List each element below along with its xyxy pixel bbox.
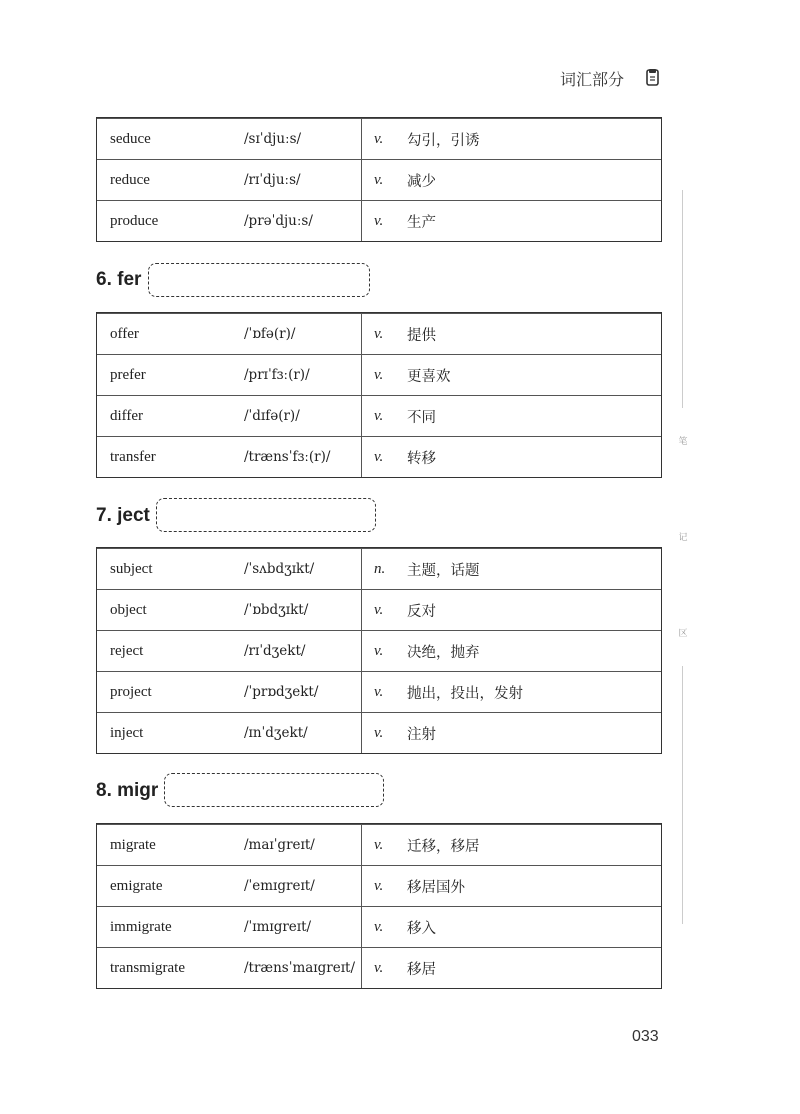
word: inject bbox=[110, 724, 144, 741]
table-row bbox=[97, 630, 661, 671]
part-of-speech: v. bbox=[374, 407, 384, 424]
notes-blank-box[interactable] bbox=[156, 498, 376, 532]
notes-label-char: 区 bbox=[678, 629, 688, 639]
page-number: 033 bbox=[632, 1028, 659, 1045]
word: project bbox=[110, 683, 152, 700]
part-of-speech: v. bbox=[374, 601, 384, 618]
part-of-speech: v. bbox=[374, 959, 384, 976]
word: immigrate bbox=[110, 918, 172, 935]
part-of-speech: v. bbox=[374, 130, 384, 147]
part-of-speech: v. bbox=[374, 918, 384, 935]
table-row bbox=[97, 313, 661, 354]
part-of-speech: v. bbox=[374, 448, 384, 465]
table-row bbox=[97, 947, 661, 988]
vocab-table-migr bbox=[96, 823, 662, 989]
table-row bbox=[97, 906, 661, 947]
phonetic: /ˈɒfə(r)/ bbox=[244, 326, 296, 342]
phonetic: /ˈɪmɪgreɪt/ bbox=[244, 919, 312, 935]
notes-blank-box[interactable] bbox=[164, 773, 384, 807]
meaning: 抛出，投出，发射 bbox=[407, 685, 523, 702]
table-row bbox=[97, 436, 661, 477]
table-row bbox=[97, 395, 661, 436]
part-of-speech: v. bbox=[374, 325, 384, 342]
part-of-speech: v. bbox=[374, 724, 384, 741]
phonetic: /ˈdɪfə(r)/ bbox=[244, 408, 300, 424]
part-of-speech: v. bbox=[374, 212, 384, 229]
section-title-fer: 6. fer bbox=[96, 269, 142, 290]
vocab-table-duc bbox=[96, 117, 662, 242]
word: produce bbox=[110, 212, 159, 229]
table-row bbox=[97, 200, 661, 241]
phonetic: /ˈsʌbdʒɪkt/ bbox=[244, 561, 315, 577]
meaning: 转移 bbox=[407, 450, 436, 467]
meaning: 不同 bbox=[407, 409, 436, 426]
meaning: 更喜欢 bbox=[407, 368, 451, 385]
word: reject bbox=[110, 642, 144, 659]
meaning: 移居国外 bbox=[407, 879, 465, 896]
meaning: 注射 bbox=[407, 726, 436, 743]
table-row bbox=[97, 159, 661, 200]
phonetic: /trænsˈmaɪgreɪt/ bbox=[244, 960, 355, 976]
word: migrate bbox=[110, 836, 156, 853]
table-row bbox=[97, 824, 661, 865]
phonetic: /ˈemɪgreɪt/ bbox=[244, 878, 315, 894]
vocab-table-ject bbox=[96, 547, 662, 754]
section-title-migr: 8. migr bbox=[96, 780, 159, 801]
meaning: 勾引，引诱 bbox=[407, 132, 480, 149]
word: transmigrate bbox=[110, 959, 185, 976]
word: seduce bbox=[110, 130, 151, 147]
meaning: 生产 bbox=[407, 214, 436, 231]
phonetic: /rɪˈdʒekt/ bbox=[244, 643, 306, 659]
meaning: 迁移，移居 bbox=[407, 838, 480, 855]
vocab-table-fer bbox=[96, 312, 662, 478]
part-of-speech: v. bbox=[374, 877, 384, 894]
notes-blank-box[interactable] bbox=[148, 263, 370, 297]
section-title-ject: 7. ject bbox=[96, 505, 150, 526]
phonetic: /rɪˈdjuːs/ bbox=[244, 172, 301, 188]
meaning: 移入 bbox=[407, 920, 436, 937]
notes-margin-line bbox=[682, 190, 683, 408]
phonetic: /sɪˈdjuːs/ bbox=[244, 131, 302, 147]
table-row bbox=[97, 354, 661, 395]
phonetic: /maɪˈgreɪt/ bbox=[244, 837, 315, 853]
word: subject bbox=[110, 560, 153, 577]
meaning: 决绝，抛弃 bbox=[407, 644, 480, 661]
part-of-speech: v. bbox=[374, 642, 384, 659]
chapter-title: 词汇部分 bbox=[560, 69, 625, 89]
word: object bbox=[110, 601, 147, 618]
part-of-speech: v. bbox=[374, 366, 384, 383]
part-of-speech: v. bbox=[374, 683, 384, 700]
part-of-speech: n. bbox=[374, 560, 386, 577]
part-of-speech: v. bbox=[374, 171, 384, 188]
word: prefer bbox=[110, 366, 146, 383]
phonetic: /prɪˈfɜː(r)/ bbox=[244, 367, 310, 383]
meaning: 减少 bbox=[407, 173, 436, 190]
word: offer bbox=[110, 325, 139, 342]
word: reduce bbox=[110, 171, 150, 188]
table-row bbox=[97, 548, 661, 589]
phonetic: /ˈprɒdʒekt/ bbox=[244, 684, 319, 700]
phonetic: /trænsˈfɜː(r)/ bbox=[244, 449, 331, 465]
phonetic: /prəˈdjuːs/ bbox=[244, 213, 313, 229]
table-row bbox=[97, 118, 661, 159]
word: emigrate bbox=[110, 877, 163, 894]
notes-label-char: 记 bbox=[678, 533, 688, 543]
notebook-icon bbox=[645, 68, 661, 88]
phonetic: /ˈɒbdʒɪkt/ bbox=[244, 602, 309, 618]
table-row bbox=[97, 712, 661, 753]
word: transfer bbox=[110, 448, 156, 465]
meaning: 主题，话题 bbox=[407, 562, 480, 579]
meaning: 移居 bbox=[407, 961, 436, 978]
table-row bbox=[97, 589, 661, 630]
phonetic: /ɪnˈdʒekt/ bbox=[244, 725, 308, 741]
table-row bbox=[97, 671, 661, 712]
notes-label-char: 笔 bbox=[678, 437, 688, 447]
table-row bbox=[97, 865, 661, 906]
meaning: 反对 bbox=[407, 603, 436, 620]
notes-margin-line bbox=[682, 666, 683, 924]
part-of-speech: v. bbox=[374, 836, 384, 853]
word: differ bbox=[110, 407, 144, 424]
meaning: 提供 bbox=[407, 327, 436, 344]
